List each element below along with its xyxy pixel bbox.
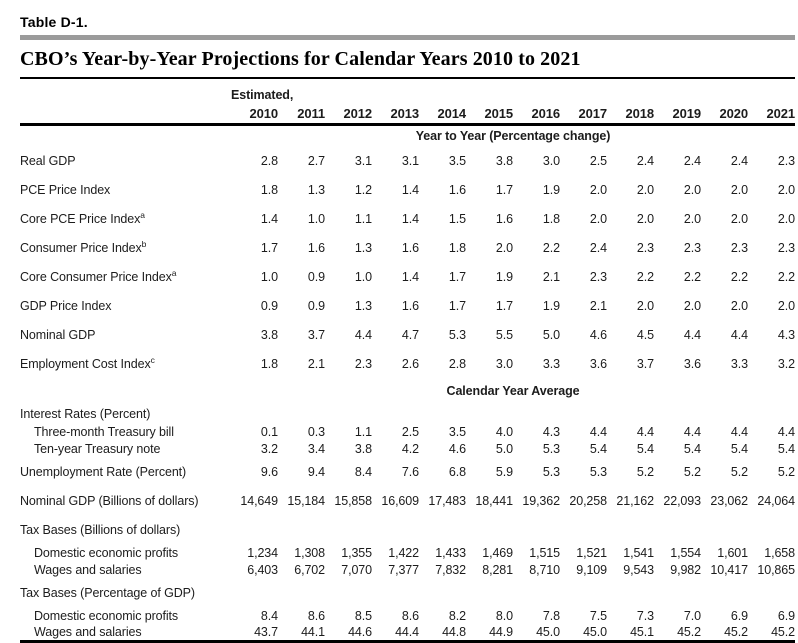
- estimated-note-row: [20, 86, 795, 102]
- cell-value: 3.7: [636, 357, 654, 371]
- row-label-text: Tax Bases (Percentage of GDP): [20, 586, 195, 600]
- cell-value: 3.8: [495, 154, 513, 168]
- cell-value: 6.8: [448, 465, 466, 479]
- cell-value: 2.1: [589, 299, 607, 313]
- cell-value: 1.7: [448, 270, 466, 284]
- title-rule: [20, 77, 795, 79]
- cell-value: 2.5: [401, 425, 419, 439]
- cell-value: 2.4: [589, 241, 607, 255]
- cell-value: 10,417: [710, 563, 748, 577]
- cell-value: 1.3: [354, 299, 372, 313]
- cell-value: 1.8: [448, 241, 466, 255]
- cell-value: 43.7: [254, 625, 278, 640]
- cell-value: 2.0: [777, 299, 795, 313]
- cell-value: 2.0: [683, 299, 701, 313]
- cell-value: 7.6: [401, 465, 419, 479]
- cell-value: 1.0: [260, 270, 278, 284]
- cell-value: 4.4: [730, 328, 748, 342]
- cell-value: 4.0: [495, 425, 513, 439]
- section-header-row: [20, 125, 795, 147]
- row-label-text: Wages and salaries: [34, 563, 142, 577]
- row-label: [20, 321, 231, 350]
- cell-value: 2.3: [589, 270, 607, 284]
- cell-value: 44.4: [395, 625, 419, 640]
- cell-value: 1.3: [354, 241, 372, 255]
- cell-value: 1.4: [401, 183, 419, 197]
- table-row: [20, 424, 795, 441]
- cell-value: 15,184: [287, 494, 325, 508]
- cell-value: 20,258: [569, 494, 607, 508]
- cell-value: 4.4: [730, 425, 748, 439]
- group-header-row: [20, 579, 795, 608]
- cell-value: 1,433: [435, 546, 466, 560]
- cell-value: 9.4: [307, 465, 325, 479]
- row-label: [20, 205, 231, 234]
- cell-value: 5.3: [542, 442, 560, 456]
- cell-value: 1.8: [260, 183, 278, 197]
- table-row: [20, 205, 795, 234]
- table-row: [20, 321, 795, 350]
- cell-value: 3.5: [448, 154, 466, 168]
- row-label-text: Real GDP: [20, 154, 76, 168]
- cell-value: 8.6: [307, 609, 325, 623]
- cell-value: 17,483: [428, 494, 466, 508]
- cell-value: 3.2: [777, 357, 795, 371]
- cell-value: 2.3: [777, 241, 795, 255]
- row-label-text: Ten-year Treasury note: [34, 442, 161, 456]
- cell-value: 1.6: [307, 241, 325, 255]
- cell-value: 2.0: [636, 212, 654, 226]
- row-label: [20, 625, 231, 642]
- row-label-text: Employment Cost Index: [20, 357, 151, 371]
- cell-value: 45.2: [677, 625, 701, 640]
- cell-value: 8.4: [354, 465, 372, 479]
- cell-value: 45.2: [771, 625, 795, 640]
- cell-value: 2.3: [730, 241, 748, 255]
- gray-divider-bar: [20, 35, 795, 40]
- cell-value: 4.2: [401, 442, 419, 456]
- cell-value: 2.3: [636, 241, 654, 255]
- row-label-text: Tax Bases (Billions of dollars): [20, 523, 181, 537]
- cell-value: 0.9: [260, 299, 278, 313]
- row-label: [20, 579, 795, 608]
- cell-value: 1,422: [388, 546, 419, 560]
- cell-value: 2.2: [683, 270, 701, 284]
- cell-value: 45.0: [583, 625, 607, 640]
- cell-value: 1,355: [341, 546, 372, 560]
- cell-value: 8.0: [495, 609, 513, 623]
- cell-value: 21,162: [616, 494, 654, 508]
- table-number-label: Table D-1.: [20, 14, 88, 30]
- row-label: [20, 487, 231, 516]
- cell-value: 3.3: [542, 357, 560, 371]
- cell-value: 1.7: [495, 299, 513, 313]
- cell-value: 45.1: [630, 625, 654, 640]
- cell-value: 5.3: [542, 465, 560, 479]
- cell-value: 44.8: [442, 625, 466, 640]
- cell-value: 7,070: [341, 563, 372, 577]
- cell-value: 45.2: [724, 625, 748, 640]
- page-title: CBO’s Year-by-Year Projections for Calendar Years 2010 to 2021: [20, 48, 581, 70]
- row-label: [20, 176, 231, 205]
- cell-value: 3.1: [354, 154, 372, 168]
- estimated-note-cell: [748, 86, 795, 102]
- cell-value: 1,554: [670, 546, 701, 560]
- cell-value: 2.0: [636, 183, 654, 197]
- cell-value: 4.7: [401, 328, 419, 342]
- row-label: [20, 263, 231, 292]
- year-column-header: 2014: [419, 102, 466, 125]
- row-label-text: GDP Price Index: [20, 299, 112, 313]
- cell-value: 22,093: [663, 494, 701, 508]
- table-row: [20, 545, 795, 562]
- cell-value: 19,362: [522, 494, 560, 508]
- cell-value: 2.3: [354, 357, 372, 371]
- years-row: [20, 102, 795, 125]
- cell-value: 1.4: [401, 212, 419, 226]
- cell-value: 2.5: [589, 154, 607, 168]
- cell-value: 1.7: [448, 299, 466, 313]
- cell-value: 3.3: [730, 357, 748, 371]
- table-row: [20, 234, 795, 263]
- footnote-marker: c: [150, 354, 155, 365]
- cell-value: 3.8: [354, 442, 372, 456]
- cell-value: 2.0: [495, 241, 513, 255]
- cell-value: 8.5: [354, 609, 372, 623]
- cell-value: 8,710: [529, 563, 560, 577]
- cell-value: 1.3: [307, 183, 325, 197]
- cell-value: 3.8: [260, 328, 278, 342]
- cell-value: 5.2: [683, 465, 701, 479]
- footnote-marker: b: [141, 238, 147, 249]
- cell-value: 5.2: [636, 465, 654, 479]
- estimated-note-cell: [701, 86, 748, 102]
- cell-value: 2.0: [730, 212, 748, 226]
- cell-value: 2.2: [542, 241, 560, 255]
- cell-value: 2.3: [683, 241, 701, 255]
- cell-value: 5.0: [542, 328, 560, 342]
- cell-value: 9.6: [260, 465, 278, 479]
- section-header-spacer: [20, 379, 231, 404]
- cell-value: 1.6: [495, 212, 513, 226]
- cell-value: 2.4: [683, 154, 701, 168]
- cell-value: 3.6: [683, 357, 701, 371]
- row-label: [20, 234, 231, 263]
- row-label: [20, 516, 795, 545]
- cell-value: 3.0: [495, 357, 513, 371]
- estimated-note-cell: Estimated,: [231, 88, 294, 102]
- row-label-text: Unemployment Rate (Percent): [20, 465, 187, 479]
- cell-value: 1.7: [495, 183, 513, 197]
- cell-value: 6,403: [247, 563, 278, 577]
- cell-value: 1.7: [260, 241, 278, 255]
- cell-value: 3.6: [589, 357, 607, 371]
- cell-value: 1.6: [448, 183, 466, 197]
- cell-value: 1,601: [717, 546, 748, 560]
- table-row: [20, 263, 795, 292]
- cell-value: 5.4: [777, 442, 795, 456]
- cell-value: 1.9: [495, 270, 513, 284]
- cell-value: 3.0: [542, 154, 560, 168]
- cell-value: 2.6: [401, 357, 419, 371]
- cell-value: 4.4: [589, 425, 607, 439]
- cell-value: 5.4: [683, 442, 701, 456]
- cell-value: 0.1: [260, 425, 278, 439]
- cell-value: 5.4: [636, 442, 654, 456]
- cell-value: 5.3: [589, 465, 607, 479]
- cell-value: 4.4: [354, 328, 372, 342]
- cell-value: 2.0: [730, 299, 748, 313]
- row-label-text: Interest Rates (Percent): [20, 406, 151, 421]
- cell-value: 2.2: [636, 270, 654, 284]
- cell-value: 5.3: [448, 328, 466, 342]
- estimated-note-cell: [372, 86, 419, 102]
- cell-value: 8.2: [448, 609, 466, 623]
- year-column-header: 2017: [560, 102, 607, 125]
- cell-value: 1.9: [542, 183, 560, 197]
- table-body: [20, 125, 795, 642]
- cell-value: 4.5: [636, 328, 654, 342]
- estimated-note-cell: [607, 86, 654, 102]
- cell-value: 2.0: [636, 299, 654, 313]
- cell-value: 4.4: [683, 425, 701, 439]
- cell-value: 1.6: [401, 299, 419, 313]
- year-column-header: 2013: [372, 102, 419, 125]
- cell-value: 1,308: [294, 546, 325, 560]
- table-row: [20, 147, 795, 176]
- year-column-header: 2018: [607, 102, 654, 125]
- cell-value: 16,609: [381, 494, 419, 508]
- row-label-text: Nominal GDP (Billions of dollars): [20, 494, 199, 508]
- cell-value: 1.5: [448, 212, 466, 226]
- cell-value: 2.3: [777, 154, 795, 168]
- cell-value: 1.2: [354, 183, 372, 197]
- table-row: [20, 458, 795, 487]
- estimated-note-cell: [325, 86, 372, 102]
- cell-value: 6.9: [777, 609, 795, 623]
- cell-value: 4.4: [777, 425, 795, 439]
- cell-value: 3.7: [307, 328, 325, 342]
- cell-value: 5.4: [589, 442, 607, 456]
- row-label: [20, 424, 231, 441]
- cell-value: 7.5: [589, 609, 607, 623]
- footnote-marker: a: [140, 209, 146, 220]
- row-label-text: Domestic economic profits: [34, 546, 179, 560]
- row-label: [20, 404, 795, 424]
- cell-value: 1.4: [401, 270, 419, 284]
- year-column-header: 2019: [654, 102, 701, 125]
- estimated-note-cell: [466, 86, 513, 102]
- cell-value: 2.4: [636, 154, 654, 168]
- row-label: [20, 292, 231, 321]
- cell-value: 9,982: [670, 563, 701, 577]
- row-label: [20, 608, 231, 625]
- cell-value: 15,858: [334, 494, 372, 508]
- cell-value: 1.0: [354, 270, 372, 284]
- estimated-note-cell: [419, 86, 466, 102]
- row-label: [20, 350, 231, 379]
- cell-value: 4.6: [589, 328, 607, 342]
- cell-value: 7,832: [435, 563, 466, 577]
- cell-value: 3.1: [401, 154, 419, 168]
- table-row: [20, 292, 795, 321]
- section-header: Calendar Year Average: [446, 384, 580, 398]
- estimated-note-cell: [654, 86, 701, 102]
- row-label: [20, 147, 231, 176]
- row-label: [20, 458, 231, 487]
- cell-value: 9,109: [576, 563, 607, 577]
- cell-value: 7.8: [542, 609, 560, 623]
- row-label-text: Core Consumer Price Index: [20, 270, 172, 284]
- year-column-header: 2016: [513, 102, 560, 125]
- cell-value: 4.4: [636, 425, 654, 439]
- cell-value: 8.6: [401, 609, 419, 623]
- cell-value: 1,541: [623, 546, 654, 560]
- year-column-header: 2021: [748, 102, 795, 125]
- cell-value: 1.1: [354, 212, 372, 226]
- cell-value: 2.8: [260, 154, 278, 168]
- year-column-header: 2010: [231, 102, 278, 125]
- cell-value: 3.4: [307, 442, 325, 456]
- section-header-row: [20, 379, 795, 404]
- section-header-spacer: [20, 125, 231, 147]
- year-column-header: 2020: [701, 102, 748, 125]
- row-label: [20, 545, 231, 562]
- row-label-text: Consumer Price Index: [20, 241, 142, 255]
- cell-value: 0.9: [307, 299, 325, 313]
- cell-value: 45.0: [536, 625, 560, 640]
- cell-value: 1.9: [542, 299, 560, 313]
- cell-value: 2.0: [730, 183, 748, 197]
- cell-value: 1,234: [247, 546, 278, 560]
- row-label-text: Wages and salaries: [34, 625, 142, 640]
- cell-value: 1,658: [764, 546, 795, 560]
- table-row: [20, 441, 795, 458]
- row-label-text: Nominal GDP: [20, 328, 96, 342]
- group-header-row: [20, 516, 795, 545]
- year-column-header: 2012: [325, 102, 372, 125]
- cell-value: 0.9: [307, 270, 325, 284]
- cell-value: 4.4: [683, 328, 701, 342]
- row-label-text: Core PCE Price Index: [20, 212, 141, 226]
- cell-value: 4.6: [448, 442, 466, 456]
- cell-value: 23,062: [710, 494, 748, 508]
- table-row: [20, 176, 795, 205]
- cell-value: 2.8: [448, 357, 466, 371]
- cell-value: 6.9: [730, 609, 748, 623]
- cell-value: 5.2: [777, 465, 795, 479]
- cell-value: 7.3: [636, 609, 654, 623]
- cell-value: 1,521: [576, 546, 607, 560]
- cell-value: 5.9: [495, 465, 513, 479]
- cell-value: 5.0: [495, 442, 513, 456]
- corner-cell: [20, 86, 231, 102]
- cell-value: 2.0: [683, 183, 701, 197]
- cell-value: 2.2: [777, 270, 795, 284]
- cell-value: 44.1: [301, 625, 325, 640]
- cell-value: 3.5: [448, 425, 466, 439]
- cell-value: 1,469: [482, 546, 513, 560]
- estimated-note-cell: [560, 86, 607, 102]
- cell-value: 2.0: [777, 183, 795, 197]
- cell-value: 0.3: [307, 425, 325, 439]
- row-label-text: Domestic economic profits: [34, 609, 179, 623]
- table-row: [20, 350, 795, 379]
- cell-value: 1.4: [260, 212, 278, 226]
- projections-table: [20, 86, 795, 643]
- cell-value: 5.5: [495, 328, 513, 342]
- cell-value: 1,515: [529, 546, 560, 560]
- section-header: Year to Year (Percentage change): [415, 129, 611, 144]
- corner-cell: [20, 102, 231, 125]
- cell-value: 5.4: [730, 442, 748, 456]
- row-label: [20, 562, 231, 579]
- cell-value: 10,865: [757, 563, 795, 577]
- cell-value: 3.2: [260, 442, 278, 456]
- row-label-text: Three-month Treasury bill: [34, 425, 174, 439]
- cell-value: 8.4: [260, 609, 278, 623]
- cell-value: 1.8: [542, 212, 560, 226]
- cell-value: 2.1: [307, 357, 325, 371]
- cell-value: 44.6: [348, 625, 372, 640]
- table-row: [20, 625, 795, 642]
- table-row: [20, 562, 795, 579]
- cell-value: 5.2: [730, 465, 748, 479]
- cell-value: 14,649: [240, 494, 278, 508]
- cell-value: 24,064: [757, 494, 795, 508]
- cell-value: 9,543: [623, 563, 654, 577]
- cell-value: 2.1: [542, 270, 560, 284]
- cell-value: 2.7: [307, 154, 325, 168]
- footnote-marker: a: [171, 267, 177, 278]
- cell-value: 7,377: [388, 563, 419, 577]
- cell-value: 1.8: [260, 357, 278, 371]
- table-row: [20, 487, 795, 516]
- cell-value: 18,441: [475, 494, 513, 508]
- group-header-row: [20, 404, 795, 424]
- year-column-header: 2011: [278, 102, 325, 125]
- cell-value: 1.0: [307, 212, 325, 226]
- cell-value: 4.3: [542, 425, 560, 439]
- cell-value: 2.2: [730, 270, 748, 284]
- cell-value: 1.6: [401, 241, 419, 255]
- cell-value: 7.0: [683, 609, 701, 623]
- table-row: [20, 608, 795, 625]
- year-column-header: 2015: [466, 102, 513, 125]
- row-label: [20, 441, 231, 458]
- cell-value: 6,702: [294, 563, 325, 577]
- cell-value: 8,281: [482, 563, 513, 577]
- estimated-note-cell: [513, 86, 560, 102]
- cell-value: 1.1: [354, 425, 372, 439]
- cell-value: 2.0: [777, 212, 795, 226]
- row-label-text: PCE Price Index: [20, 183, 111, 197]
- cell-value: 2.4: [730, 154, 748, 168]
- cell-value: 4.3: [777, 328, 795, 342]
- table-head: [20, 86, 795, 125]
- cell-value: 2.0: [589, 212, 607, 226]
- cell-value: 44.9: [489, 625, 513, 640]
- cell-value: 2.0: [683, 212, 701, 226]
- cell-value: 2.0: [589, 183, 607, 197]
